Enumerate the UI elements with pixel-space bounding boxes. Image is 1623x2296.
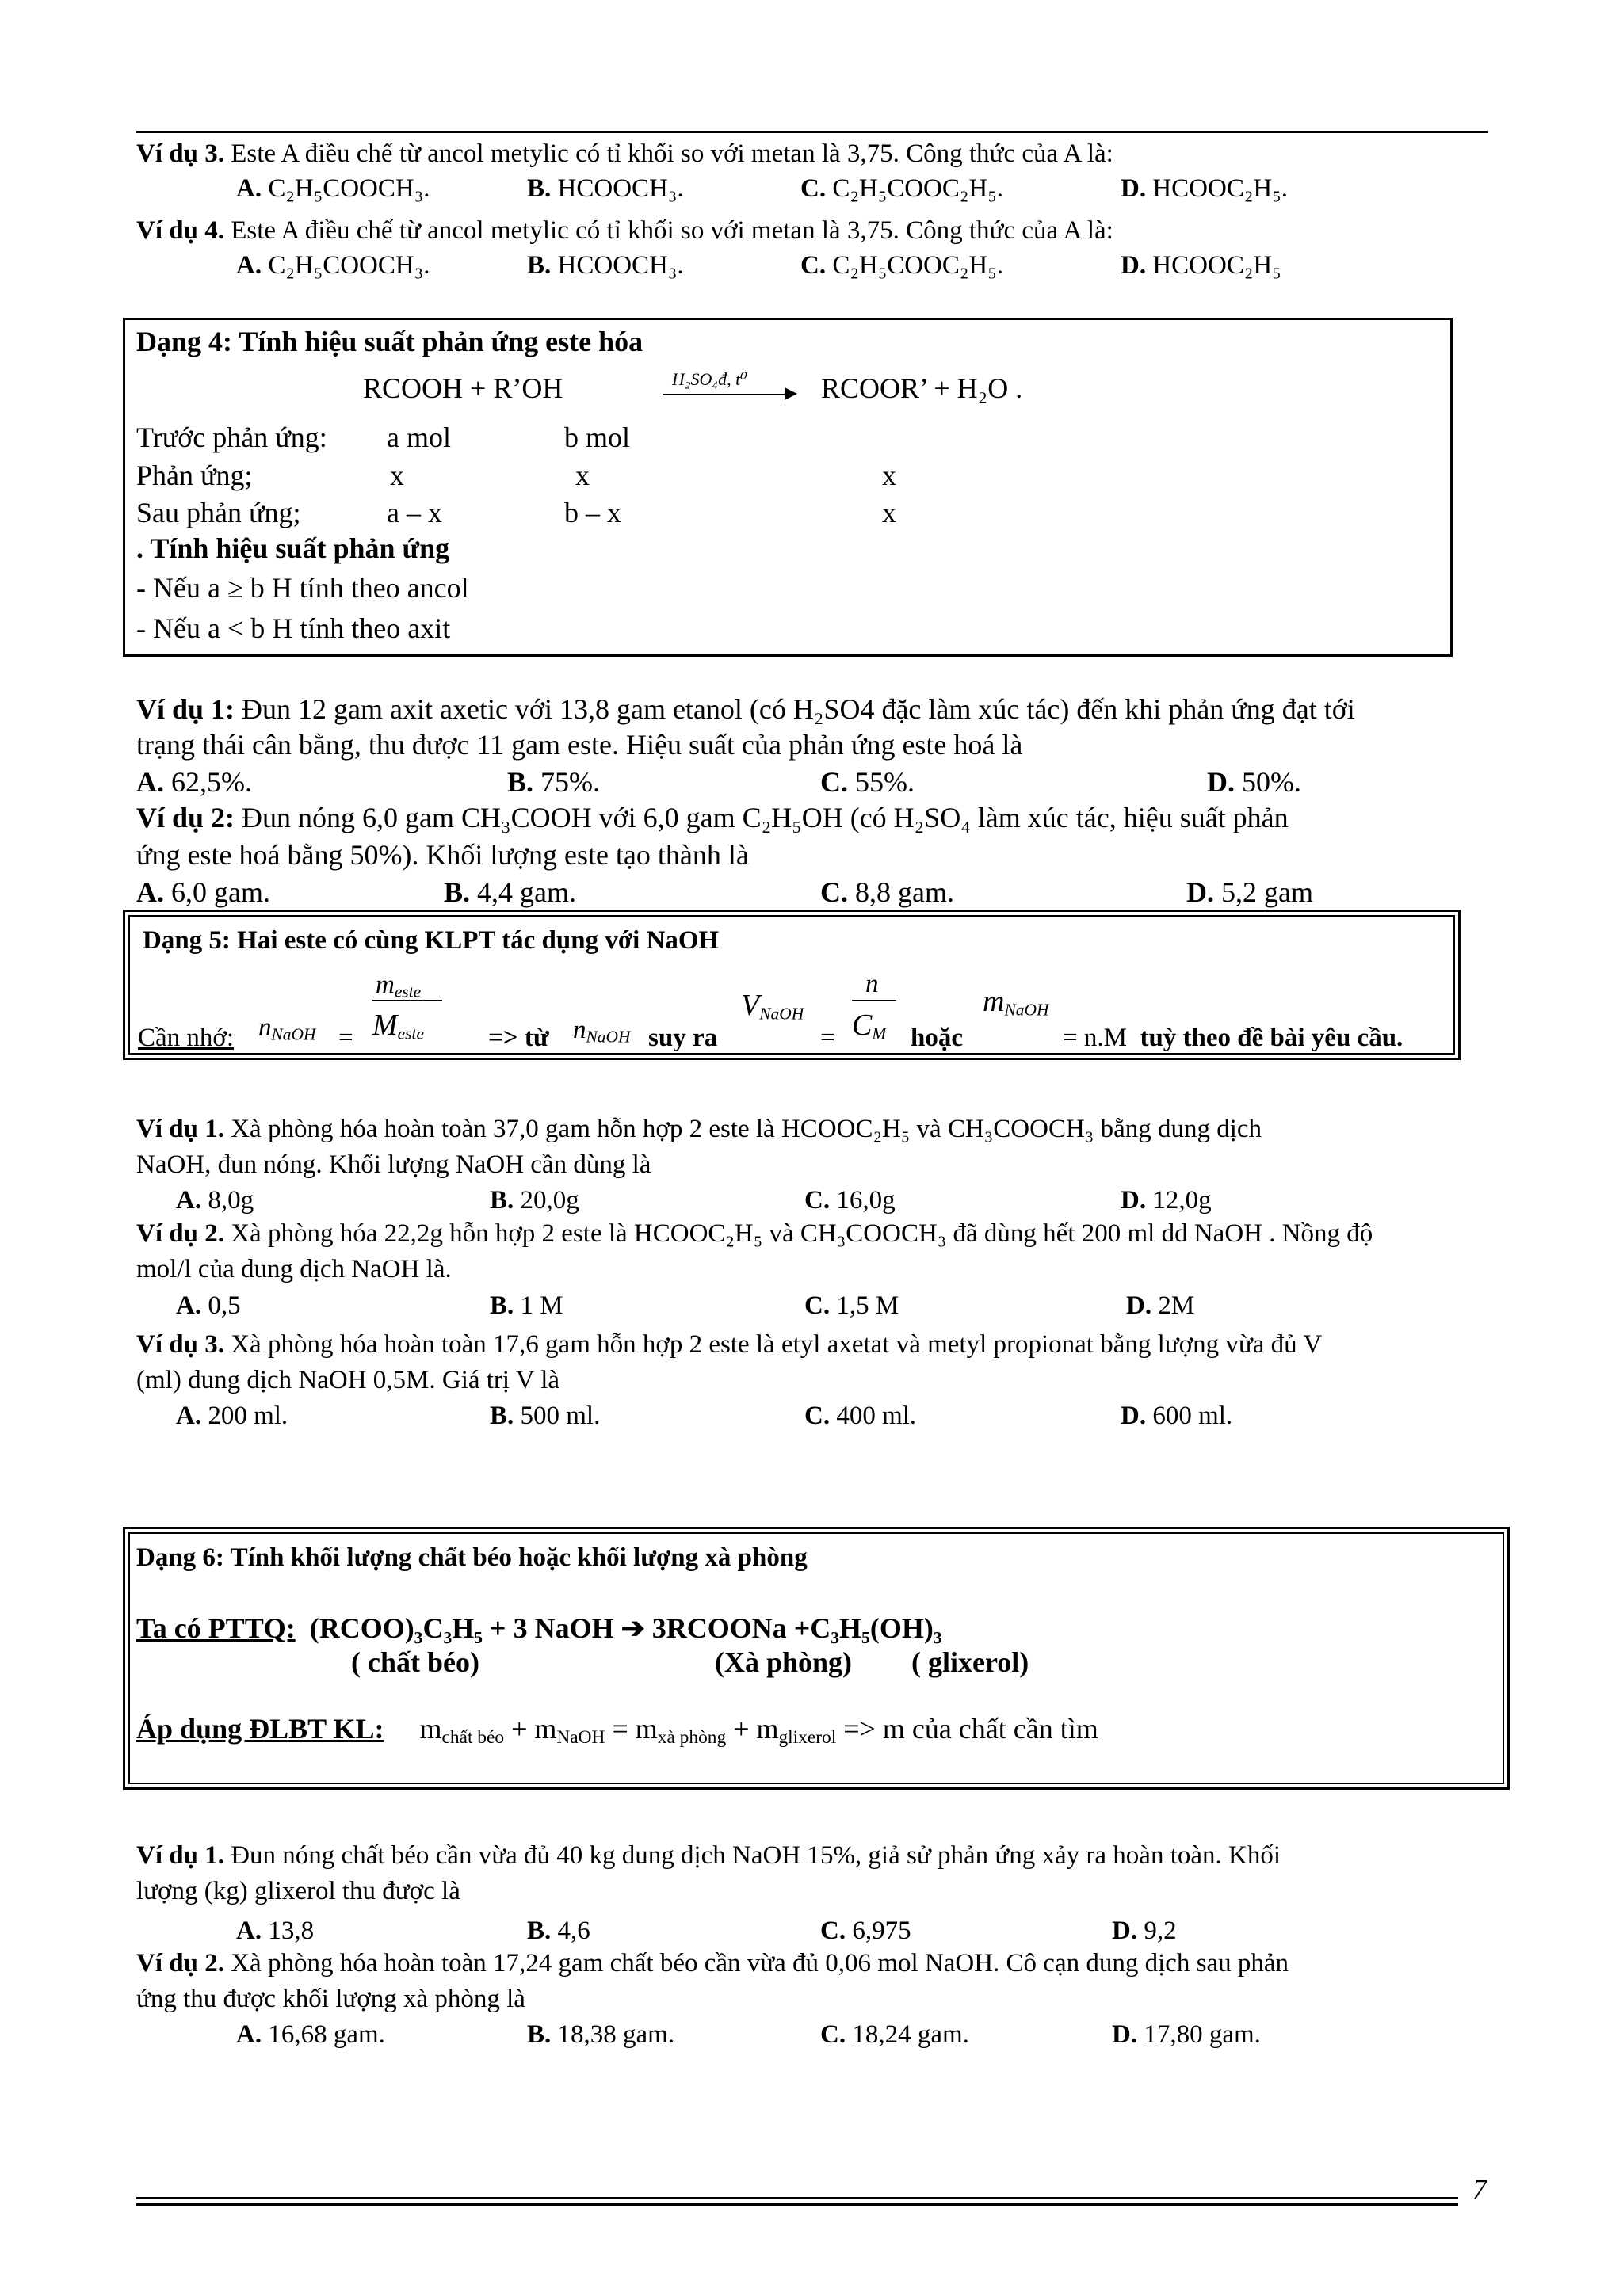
- formula-C: $C_M$: [852, 1009, 887, 1043]
- option-c: C. C₂H₅COOC₂H₅.: [800, 174, 1003, 203]
- question-line: Ví dụ 2. Xà phòng hóa 22,2g hỗn hợp 2 este là HCOOC₂H₅ và CH₃COOCH₃ đã dùng hết 200 ml dd NaOH . Nồng độ: [136, 1219, 1373, 1248]
- formula-n3: n: [865, 970, 879, 998]
- option-c: C. C₂H₅COOC₂H₅.: [800, 251, 1003, 280]
- formula-tu: => từ: [488, 1024, 549, 1052]
- option-c: C. 400 ml.: [804, 1402, 917, 1430]
- question-line: Ví dụ 1: Đun 12 gam axit axetic với 13,8 gam etanol (có H₂SO4 đặc làm xúc tác) đến khi phản ứng đạt tới: [136, 693, 1355, 725]
- row-label: Trước phản ứng:: [136, 421, 327, 453]
- question-line: Ví dụ 2. Xà phòng hóa hoàn toàn 17,24 gam chất béo cần vừa đủ 0,06 mol NaOH. Cô cạn dung dịch sau phản: [136, 1949, 1289, 1978]
- row-a: a – x: [387, 497, 442, 528]
- dang4-condition: H₂SO₄đ, t⁰: [672, 369, 748, 389]
- option-a: A. 62,5%.: [136, 766, 252, 798]
- option-a: A. 0,5: [176, 1291, 241, 1320]
- option-a: A. C₂H₅COOCH₃.: [236, 251, 430, 280]
- dang6-title: Dạng 6: Tính khối lượng chất béo hoặc khối lượng xà phòng: [136, 1543, 808, 1572]
- dang4-equation-left: RCOOH + R’OH: [363, 372, 563, 404]
- option-b: B. 20,0g: [490, 1186, 579, 1215]
- reaction-arrow: [663, 394, 789, 395]
- dang6-equation: Ta có PTTQ: (RCOO)₃C₃H₅ + 3 NaOH ➔ 3RCOONa +C₃H₅(OH)₃: [136, 1612, 942, 1644]
- question-line: ứng este hoá bằng 50%). Khối lượng este tạo thành là: [136, 839, 749, 871]
- formula-hoac: hoặc: [911, 1024, 963, 1052]
- row-c: x: [882, 497, 896, 528]
- question-line: Ví dụ 2: Đun nóng 6,0 gam CH₃COOH với 6,0 gam C₂H₅OH (có H₂SO₄ làm xúc tác, hiệu suất phản: [136, 802, 1289, 833]
- option-c: C. 6,975: [820, 1917, 911, 1945]
- option-d: D. 50%.: [1207, 766, 1301, 798]
- dang4-subtitle: . Tính hiệu suất phản ứng: [136, 532, 450, 564]
- option-a: A. C₂H₅COOCH₃.: [236, 174, 430, 203]
- question-line: mol/l của dung dịch NaOH là.: [136, 1255, 452, 1283]
- formula-n: $n_{NaOH}$: [258, 1013, 316, 1044]
- header-rule: [136, 131, 1488, 133]
- formula-m-naoh: $m_{NaOH}$: [983, 985, 1049, 1020]
- question-line: ứng thu được khối lượng xà phòng là: [136, 1985, 525, 2013]
- option-c: C. 1,5 M: [804, 1291, 899, 1320]
- formula-eq2: =: [820, 1024, 835, 1052]
- formula-M-este: $M_{este}$: [372, 1009, 424, 1043]
- option-b: B. HCOOCH₃.: [527, 174, 684, 203]
- label-xa-phong: (Xà phòng): [715, 1646, 853, 1678]
- row-label: Sau phản ứng;: [136, 497, 301, 528]
- option-a: A. 200 ml.: [176, 1402, 288, 1430]
- option-c: C. 18,24 gam.: [820, 2020, 969, 2049]
- dang4-rule-2: - Nếu a < b H tính theo axit: [136, 612, 451, 644]
- label-glixerol: ( glixerol): [911, 1646, 1029, 1678]
- question-line: trạng thái cân bằng, thu được 11 gam este. Hiệu suất của phản ứng este hoá là: [136, 729, 1023, 761]
- row-b: b mol: [564, 421, 631, 453]
- formula-suy-ra: suy ra: [648, 1024, 718, 1052]
- option-b: B. HCOOCH₃.: [527, 251, 684, 280]
- option-a: A. 6,0 gam.: [136, 876, 270, 908]
- option-b: B. 1 M: [490, 1291, 563, 1320]
- question-line: NaOH, đun nóng. Khối lượng NaOH cần dùng là: [136, 1150, 651, 1179]
- dang6-conservation: Áp dụng ĐLBT KL: $m_{chất béo} + m_{NaOH} = m_{xà phòng} + m_{glixerol} => m$ của chất cần tìm: [136, 1713, 1098, 1748]
- row-b: x: [575, 460, 590, 491]
- option-d: D. 17,80 gam.: [1112, 2020, 1261, 2049]
- dang4-title: Dạng 4: Tính hiệu suất phản ứng este hóa: [136, 326, 643, 357]
- option-d: D. 600 ml.: [1121, 1402, 1233, 1430]
- dang4-box: [123, 318, 1453, 657]
- formula-eq: =: [338, 1024, 353, 1052]
- row-c: x: [882, 460, 896, 491]
- option-d: D. HCOOC₂H₅: [1121, 251, 1281, 280]
- question-line: Ví dụ 1. Đun nóng chất béo cần vừa đủ 40 kg dung dịch NaOH 15%, giả sử phản ứng xảy ra hoàn toàn. Khối: [136, 1841, 1281, 1870]
- footer-rule: [136, 2197, 1458, 2199]
- dang5-title: Dạng 5: Hai este có cùng KLPT tác dụng với NaOH: [143, 926, 720, 955]
- option-b: B. 500 ml.: [490, 1402, 601, 1430]
- option-b: B. 4,6: [527, 1917, 590, 1945]
- page-number: 7: [1472, 2173, 1487, 2205]
- question-line: (ml) dung dịch NaOH 0,5M. Giá trị V là: [136, 1366, 560, 1394]
- option-c: C. 55%.: [820, 766, 915, 798]
- question-line: Ví dụ 1. Xà phòng hóa hoàn toàn 37,0 gam hỗn hợp 2 este là HCOOC₂H₅ và CH₃COOCH₃ bằng dung dịch: [136, 1115, 1262, 1143]
- option-b: B. 4,4 gam.: [444, 876, 576, 908]
- fraction-bar: [372, 1000, 442, 1001]
- option-c: C. 16,0g: [804, 1186, 896, 1215]
- formula-m-este: $m_{este}$: [376, 971, 422, 1001]
- question-line: lượng (kg) glixerol thu được là: [136, 1877, 460, 1905]
- row-a: x: [390, 460, 404, 491]
- option-b: B. 75%.: [507, 766, 601, 798]
- option-a: A. 13,8: [236, 1917, 315, 1945]
- dang4-equation-right: RCOOR’ + H₂O .: [821, 372, 1023, 404]
- option-a: A. 8,0g: [176, 1186, 254, 1215]
- row-label: Phản ứng;: [136, 460, 253, 491]
- option-b: B. 18,38 gam.: [527, 2020, 675, 2049]
- row-b: b – x: [564, 497, 621, 528]
- dang4-rule-1: - Nếu a ≥ b H tính theo ancol: [136, 572, 469, 604]
- formula-tail: = n.M tuỳ theo đề bài yêu cầu.: [1063, 1024, 1403, 1052]
- arrow-head-icon: [785, 387, 797, 400]
- option-d: D. 2M: [1126, 1291, 1195, 1320]
- question-line: Ví dụ 3. Xà phòng hóa hoàn toàn 17,6 gam hỗn hợp 2 este là etyl axetat và metyl propionat bằng lượng vừa đủ V: [136, 1330, 1323, 1359]
- fraction-bar: [852, 1000, 896, 1001]
- option-a: A. 16,68 gam.: [236, 2020, 385, 2049]
- option-d: D. 5,2 gam: [1186, 876, 1313, 908]
- question-line: Ví dụ 3. Este A điều chế từ ancol metylic có tỉ khối so với metan là 3,75. Công thức của A là:: [136, 139, 1113, 168]
- question-line: Ví dụ 4. Este A điều chế từ ancol metylic có tỉ khối so với metan là 3,75. Công thức của A là:: [136, 216, 1113, 245]
- row-a: a mol: [387, 421, 451, 453]
- option-d: D. 12,0g: [1121, 1186, 1212, 1215]
- option-d: D. HCOOC₂H₅.: [1121, 174, 1288, 203]
- formula-V: $V_{NaOH}$: [741, 989, 804, 1024]
- formula-n2: $n_{NaOH}$: [573, 1016, 631, 1047]
- label-chat-beo: ( chất béo): [351, 1646, 479, 1678]
- option-d: D. 9,2: [1112, 1917, 1177, 1945]
- dang5-can-nho: Cần nhớ:: [138, 1024, 235, 1052]
- footer-rule: [136, 2203, 1458, 2206]
- option-c: C. 8,8 gam.: [820, 876, 954, 908]
